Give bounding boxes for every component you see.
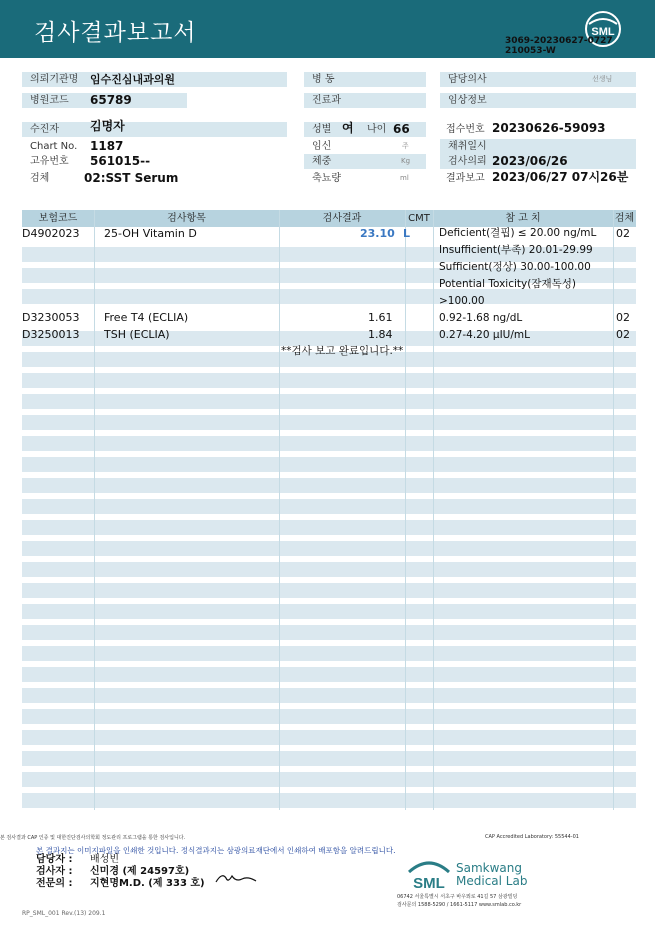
row-code: D3250013 [22, 328, 80, 341]
table-stripe [22, 667, 636, 682]
col-insurance-code: 보험코드 [38, 213, 78, 224]
cap-number: CAP Accredited Laboratory: 55544-01 [485, 834, 579, 840]
pregnancy-unit: 주 [402, 142, 409, 150]
row-specimen: 02 [616, 311, 630, 324]
col-test-item: 검사항목 [167, 213, 206, 224]
row-result: 1.61 [368, 311, 393, 324]
report-label: 결과보고 [446, 173, 485, 184]
request-row: 검사의뢰 [440, 154, 636, 169]
table-stripe [22, 520, 636, 535]
address-line: 06742 서울특별시 서초구 바우뫼로 41길 57 삼광빌딩 [397, 894, 518, 900]
table-stripe [22, 751, 636, 766]
table-stripe [22, 583, 636, 598]
row-result: 23.10 [360, 227, 395, 240]
staff-role: 전문의 : [36, 878, 73, 889]
table-stripe [22, 604, 636, 619]
urine-unit: ml [400, 174, 409, 182]
age-value: 66 [393, 122, 410, 136]
column-divider [433, 210, 434, 810]
table-stripe [22, 394, 636, 409]
print-notice: 본 결과지는 이미지파일을 인쇄한 것입니다. 정식결과지는 삼광의료재단에서 인쇄하여 배포함을 알려드립니다. [36, 846, 396, 855]
report-title: 검사결과보고서 [34, 20, 197, 46]
column-divider [613, 210, 614, 810]
row-flag: L [403, 227, 411, 240]
table-stripe [22, 646, 636, 661]
table-stripe [22, 709, 636, 724]
pregnancy-label: 임신 [312, 141, 332, 152]
column-divider [279, 210, 280, 810]
row-ref-line: Potential Toxicity(잠재독성) [439, 278, 576, 290]
accreditation-note: 본 검사결과 CAP 인증 및 대한진단검사의학회 정도관리 프로그램을 통한 검사입니다. [0, 835, 186, 841]
row-code: D3230053 [22, 311, 80, 324]
staff-role: 담당자 : [36, 854, 73, 865]
form-revision: RP_SML_001 Rev.(13) 209.1 [22, 910, 106, 917]
results-table [22, 210, 636, 810]
patient-name: 김명자 [90, 119, 125, 133]
institution-row: 의뢰기관명 [22, 72, 287, 87]
row-result: 1.84 [368, 328, 393, 341]
row-item: TSH (ECLIA) [104, 328, 170, 341]
doctor-suffix: 선생님 [592, 75, 613, 83]
row-ref-line: Sufficient(정상) 30.00-100.00 [439, 261, 591, 273]
staff-name: 배성빈 [90, 854, 119, 865]
chart-no: 1187 [90, 139, 124, 153]
row-code: D4902023 [22, 227, 80, 240]
completion-note: **검사 보고 완료입니다.** [281, 345, 404, 357]
report-date: 2023/06/27 07시26분 [492, 170, 629, 184]
row-ref-line: Insufficient(부족) 20.01-29.99 [439, 244, 593, 256]
contact-line: 검사문의 1588-5290 / 1661-5117 www.smlab.co.kr [397, 902, 522, 908]
institution-value: 임수진심내과의원 [90, 73, 176, 86]
row-ref-line: Deficient(결핍) ≤ 20.00 ng/mL [439, 227, 597, 239]
samkwang-logo-icon [405, 856, 453, 892]
col-specimen: 검체 [614, 213, 635, 224]
hospital-code-row: 병원코드 [22, 93, 187, 108]
table-stripe [22, 457, 636, 472]
sex-value: 여 [342, 121, 354, 135]
weight-unit: Kg [401, 157, 411, 165]
clinical-info-row: 임상정보 [440, 93, 636, 108]
table-stripe [22, 562, 636, 577]
row-ref-line: >100.00 [439, 295, 485, 307]
id-no: 561015-- [90, 154, 151, 168]
request-date: 2023/06/26 [492, 154, 568, 168]
table-stripe [22, 415, 636, 430]
table-stripe [22, 373, 636, 388]
collect-row: 채취일시 [440, 139, 636, 154]
age-label: 나이 [367, 124, 387, 135]
specimen-label: 검체 [30, 173, 50, 184]
weight-row: 체중 [304, 154, 426, 169]
ward-row: 병 동 [304, 72, 426, 87]
id-label: 고유번호 [30, 156, 69, 167]
chart-label: Chart No. [30, 141, 78, 152]
col-reference: 참 고 치 [505, 213, 541, 224]
row-ref-line: 0.27-4.20 μIU/mL [439, 329, 530, 341]
sex-age-row: 성별 [304, 122, 426, 137]
row-ref-line: 0.92-1.68 ng/dL [439, 312, 523, 324]
dept-row: 진료과 [304, 93, 426, 108]
table-stripe [22, 541, 636, 556]
staff-role: 검사자 : [36, 866, 73, 877]
receipt-no: 20230626-59093 [492, 121, 606, 135]
lab-name [456, 862, 527, 888]
table-stripe [22, 730, 636, 745]
hospital-code-value: 65789 [90, 93, 132, 107]
table-stripe [22, 772, 636, 787]
patient-row: 수진자 [22, 122, 287, 137]
lab-address [397, 893, 521, 909]
lab-name-line: Medical Lab [456, 874, 528, 888]
table-stripe [22, 793, 636, 808]
col-result: 검사결과 [322, 213, 362, 224]
row-specimen: 02 [616, 227, 630, 240]
row-item: Free T4 (ECLIA) [104, 311, 189, 324]
staff-name: 신미경 (제 24597호) [90, 866, 190, 877]
specimen-value: 02:SST Serum [84, 171, 179, 185]
table-stripe [22, 436, 636, 451]
svg-text:SML: SML [591, 26, 615, 38]
signature-icon [214, 870, 258, 886]
row-item: 25-OH Vitamin D [104, 227, 197, 240]
row-specimen: 02 [616, 328, 630, 341]
column-divider [405, 210, 406, 810]
doctor-row: 담당의사 [440, 72, 636, 87]
document-code: 3069-20230627-0727 210053-W [505, 36, 613, 56]
staff-name: 지현명M.D. (제 333 호) [90, 878, 205, 889]
table-stripe [22, 625, 636, 640]
svg-text:SML: SML [413, 875, 445, 892]
col-cmt: CMT [408, 213, 430, 224]
receipt-label: 접수번호 [446, 124, 485, 135]
urine-label: 축뇨량 [312, 173, 341, 184]
column-divider [94, 210, 95, 810]
table-stripe [22, 478, 636, 493]
table-stripe [22, 499, 636, 514]
lab-name-line: Samkwang [456, 861, 522, 875]
table-stripe [22, 688, 636, 703]
